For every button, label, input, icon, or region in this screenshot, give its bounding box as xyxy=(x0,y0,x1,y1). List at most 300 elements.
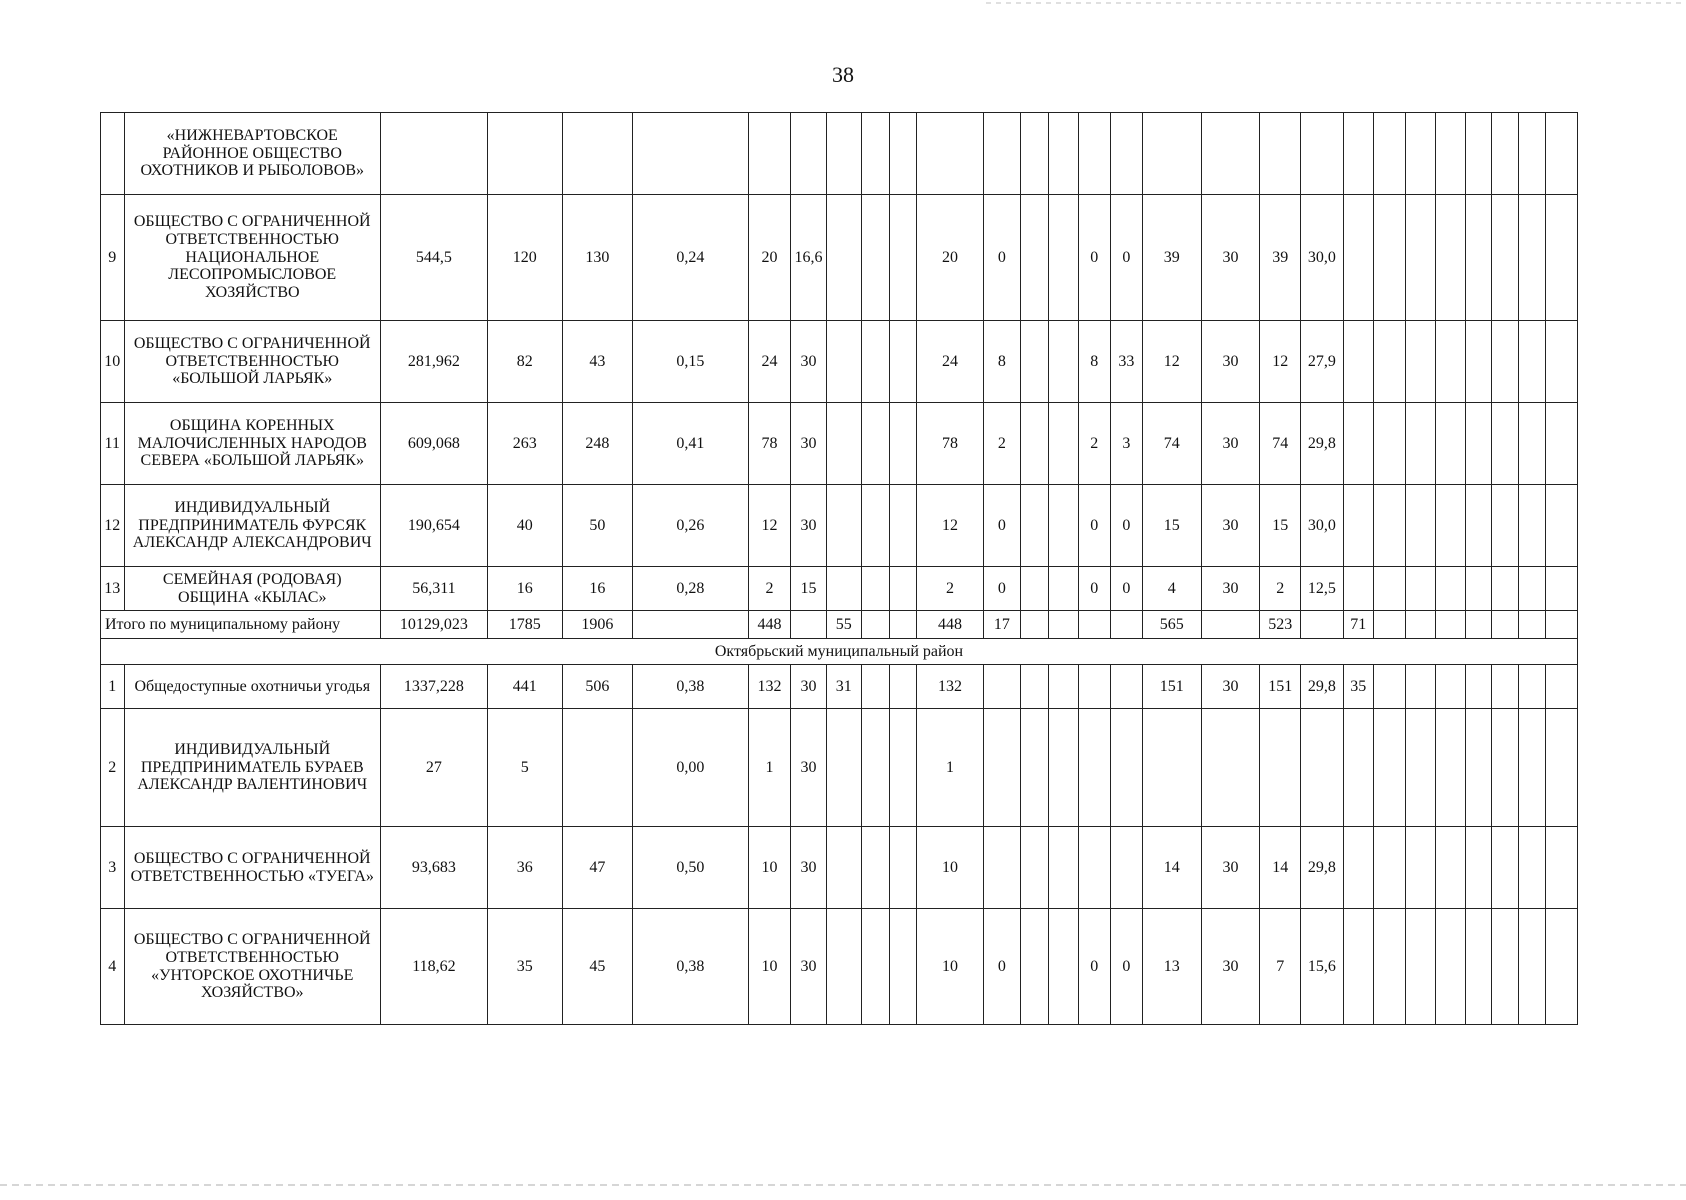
value-cell: 35 xyxy=(487,909,562,1025)
value-cell xyxy=(1545,709,1577,827)
value-cell: 609,068 xyxy=(380,403,487,485)
value-cell: 0 xyxy=(983,567,1020,611)
value-cell xyxy=(1518,321,1545,403)
value-cell xyxy=(1343,827,1373,909)
value-cell: 1 xyxy=(917,709,983,827)
row-number-cell: 11 xyxy=(101,403,125,485)
value-cell xyxy=(1201,113,1260,195)
value-cell xyxy=(562,113,633,195)
value-cell: 0 xyxy=(1078,195,1110,321)
value-cell xyxy=(1405,709,1435,827)
value-cell: 82 xyxy=(487,321,562,403)
value-cell xyxy=(1405,909,1435,1025)
value-cell: 10 xyxy=(917,909,983,1025)
value-cell: 0,24 xyxy=(633,195,748,321)
row-number-cell xyxy=(101,113,125,195)
value-cell xyxy=(1518,665,1545,709)
value-cell: 5 xyxy=(487,709,562,827)
value-cell xyxy=(1465,665,1492,709)
value-cell xyxy=(633,113,748,195)
value-cell: 8 xyxy=(983,321,1020,403)
value-cell xyxy=(826,909,861,1025)
row-number-cell: 10 xyxy=(101,321,125,403)
value-cell xyxy=(1373,567,1405,611)
value-cell xyxy=(1021,665,1049,709)
value-cell xyxy=(1518,827,1545,909)
value-cell xyxy=(1492,113,1519,195)
value-cell xyxy=(889,709,917,827)
value-cell xyxy=(889,195,917,321)
total-value-cell: 71 xyxy=(1343,611,1373,639)
value-cell: 2 xyxy=(983,403,1020,485)
value-cell xyxy=(826,709,861,827)
organization-name-cell: ОБЩЕСТВО С ОГРАНИЧЕННОЙ ОТВЕТСТВЕННОСТЬЮ НАЦИОНАЛЬНОЕ ЛЕСОПРОМЫСЛОВОЕ ХОЗЯЙСТВО xyxy=(124,195,380,321)
value-cell xyxy=(1021,195,1049,321)
value-cell xyxy=(1518,709,1545,827)
value-cell xyxy=(1435,195,1465,321)
value-cell: 8 xyxy=(1078,321,1110,403)
value-cell xyxy=(1405,567,1435,611)
value-cell: 10 xyxy=(917,827,983,909)
value-cell: 0,41 xyxy=(633,403,748,485)
hunting-grounds-table xyxy=(100,112,1578,1025)
value-cell: 0,50 xyxy=(633,827,748,909)
value-cell: 15 xyxy=(1260,485,1301,567)
value-cell: 12,5 xyxy=(1301,567,1344,611)
row-number-cell: 9 xyxy=(101,195,125,321)
value-cell xyxy=(1405,827,1435,909)
value-cell: 30 xyxy=(791,827,826,909)
value-cell: 40 xyxy=(487,485,562,567)
value-cell xyxy=(487,113,562,195)
value-cell xyxy=(1343,195,1373,321)
value-cell: 15 xyxy=(791,567,826,611)
value-cell xyxy=(1435,113,1465,195)
value-cell xyxy=(983,827,1020,909)
value-cell xyxy=(826,567,861,611)
value-cell xyxy=(1405,485,1435,567)
value-cell: 12 xyxy=(748,485,791,567)
value-cell: 16 xyxy=(487,567,562,611)
value-cell: 45 xyxy=(562,909,633,1025)
value-cell xyxy=(1301,709,1344,827)
value-cell: 74 xyxy=(1260,403,1301,485)
value-cell xyxy=(1048,709,1078,827)
value-cell xyxy=(1545,321,1577,403)
value-cell xyxy=(1373,665,1405,709)
organization-name-cell: Общедоступные охотничьи угодья xyxy=(124,665,380,709)
total-value-cell: 1906 xyxy=(562,611,633,639)
value-cell: 0,26 xyxy=(633,485,748,567)
value-cell: 30,0 xyxy=(1301,195,1344,321)
value-cell xyxy=(1435,909,1465,1025)
total-value-cell xyxy=(861,611,889,639)
value-cell xyxy=(1545,827,1577,909)
total-label: Итого по муниципальному району xyxy=(101,611,381,639)
value-cell: 0 xyxy=(1110,567,1142,611)
value-cell: 0 xyxy=(1110,195,1142,321)
value-cell xyxy=(917,113,983,195)
table-row xyxy=(101,827,1578,909)
value-cell: 151 xyxy=(1142,665,1201,709)
value-cell xyxy=(861,827,889,909)
value-cell: 30 xyxy=(791,909,826,1025)
page-number: 38 xyxy=(832,62,854,87)
total-value-cell: 17 xyxy=(983,611,1020,639)
value-cell xyxy=(1465,909,1492,1025)
value-cell xyxy=(826,195,861,321)
value-cell xyxy=(1465,827,1492,909)
value-cell xyxy=(1021,827,1049,909)
row-number-cell: 3 xyxy=(101,827,125,909)
value-cell: 0 xyxy=(983,195,1020,321)
row-number-cell: 1 xyxy=(101,665,125,709)
value-cell: 2 xyxy=(1078,403,1110,485)
value-cell xyxy=(889,113,917,195)
value-cell: 2 xyxy=(917,567,983,611)
value-cell: 0 xyxy=(1110,909,1142,1025)
value-cell xyxy=(1465,113,1492,195)
value-cell xyxy=(1492,709,1519,827)
value-cell xyxy=(1545,909,1577,1025)
value-cell xyxy=(1435,709,1465,827)
value-cell: 281,962 xyxy=(380,321,487,403)
total-value-cell xyxy=(1373,611,1405,639)
value-cell xyxy=(1110,113,1142,195)
value-cell: 15 xyxy=(1142,485,1201,567)
value-cell xyxy=(1343,909,1373,1025)
value-cell xyxy=(1465,709,1492,827)
value-cell: 151 xyxy=(1260,665,1301,709)
row-number-cell: 13 xyxy=(101,567,125,611)
value-cell xyxy=(1492,195,1519,321)
value-cell: 14 xyxy=(1260,827,1301,909)
table-row xyxy=(101,195,1578,321)
total-value-cell: 523 xyxy=(1260,611,1301,639)
scan-artifact-bottom xyxy=(0,1184,1686,1186)
table-row xyxy=(101,665,1578,709)
value-cell: 7 xyxy=(1260,909,1301,1025)
value-cell xyxy=(1545,485,1577,567)
value-cell xyxy=(1435,321,1465,403)
value-cell xyxy=(889,827,917,909)
total-value-cell xyxy=(1545,611,1577,639)
value-cell xyxy=(1545,403,1577,485)
value-cell xyxy=(983,665,1020,709)
value-cell xyxy=(1078,709,1110,827)
value-cell xyxy=(1021,403,1049,485)
value-cell: 39 xyxy=(1142,195,1201,321)
value-cell xyxy=(826,113,861,195)
value-cell: 2 xyxy=(748,567,791,611)
value-cell xyxy=(1373,113,1405,195)
value-cell xyxy=(1048,403,1078,485)
value-cell xyxy=(1435,403,1465,485)
value-cell: 0,28 xyxy=(633,567,748,611)
value-cell xyxy=(1373,403,1405,485)
value-cell xyxy=(1492,403,1519,485)
table-row xyxy=(101,909,1578,1025)
value-cell: 1337,228 xyxy=(380,665,487,709)
value-cell xyxy=(861,195,889,321)
value-cell: 248 xyxy=(562,403,633,485)
value-cell: 74 xyxy=(1142,403,1201,485)
value-cell: 12 xyxy=(1260,321,1301,403)
value-cell xyxy=(1048,195,1078,321)
value-cell xyxy=(1110,665,1142,709)
value-cell: 0 xyxy=(983,485,1020,567)
value-cell: 36 xyxy=(487,827,562,909)
value-cell xyxy=(1301,113,1344,195)
value-cell xyxy=(1373,321,1405,403)
value-cell xyxy=(861,113,889,195)
value-cell xyxy=(861,709,889,827)
value-cell xyxy=(1048,665,1078,709)
total-value-cell: 10129,023 xyxy=(380,611,487,639)
value-cell xyxy=(1405,113,1435,195)
value-cell xyxy=(1545,665,1577,709)
value-cell xyxy=(791,113,826,195)
value-cell: 29,8 xyxy=(1301,665,1344,709)
value-cell: 35 xyxy=(1343,665,1373,709)
value-cell xyxy=(1021,321,1049,403)
value-cell: 130 xyxy=(562,195,633,321)
value-cell xyxy=(1021,485,1049,567)
value-cell: 47 xyxy=(562,827,633,909)
value-cell: 10 xyxy=(748,909,791,1025)
value-cell xyxy=(1518,195,1545,321)
value-cell xyxy=(826,485,861,567)
value-cell: 29,8 xyxy=(1301,827,1344,909)
value-cell xyxy=(826,403,861,485)
value-cell xyxy=(1343,709,1373,827)
organization-name-cell: ИНДИВИДУАЛЬНЫЙ ПРЕДПРИНИМАТЕЛЬ БУРАЕВ АЛЕКСАНДР ВАЛЕНТИНОВИЧ xyxy=(124,709,380,827)
value-cell: 30 xyxy=(791,709,826,827)
value-cell: 506 xyxy=(562,665,633,709)
value-cell xyxy=(1465,567,1492,611)
value-cell: 190,654 xyxy=(380,485,487,567)
value-cell: 132 xyxy=(917,665,983,709)
value-cell xyxy=(1435,567,1465,611)
value-cell xyxy=(1048,567,1078,611)
total-value-cell xyxy=(791,611,826,639)
value-cell xyxy=(1343,403,1373,485)
value-cell: 93,683 xyxy=(380,827,487,909)
value-cell xyxy=(1048,827,1078,909)
total-value-cell: 55 xyxy=(826,611,861,639)
total-value-cell xyxy=(1465,611,1492,639)
value-cell xyxy=(1518,113,1545,195)
value-cell: 30 xyxy=(791,403,826,485)
value-cell xyxy=(861,485,889,567)
value-cell: 30 xyxy=(1201,827,1260,909)
value-cell: 30,0 xyxy=(1301,485,1344,567)
value-cell xyxy=(1492,485,1519,567)
value-cell: 14 xyxy=(1142,827,1201,909)
table-row xyxy=(101,709,1578,827)
value-cell xyxy=(1343,321,1373,403)
value-cell xyxy=(1048,113,1078,195)
total-value-cell xyxy=(633,611,748,639)
value-cell: 16 xyxy=(562,567,633,611)
total-value-cell: 1785 xyxy=(487,611,562,639)
value-cell xyxy=(889,665,917,709)
value-cell: 30 xyxy=(1201,403,1260,485)
total-value-cell xyxy=(1518,611,1545,639)
value-cell: 50 xyxy=(562,485,633,567)
value-cell xyxy=(1518,567,1545,611)
value-cell xyxy=(1492,827,1519,909)
value-cell: 39 xyxy=(1260,195,1301,321)
total-value-cell xyxy=(1021,611,1049,639)
value-cell: 30 xyxy=(1201,485,1260,567)
value-cell xyxy=(983,113,1020,195)
section-row xyxy=(101,639,1578,665)
value-cell xyxy=(1373,709,1405,827)
value-cell xyxy=(826,321,861,403)
value-cell xyxy=(1373,827,1405,909)
value-cell xyxy=(1110,827,1142,909)
organization-name-cell: ОБЩЕСТВО С ОГРАНИЧЕННОЙ ОТВЕТСТВЕННОСТЬЮ «БОЛЬШОЙ ЛАРЬЯК» xyxy=(124,321,380,403)
value-cell: 24 xyxy=(917,321,983,403)
value-cell: 0,38 xyxy=(633,909,748,1025)
value-cell: 441 xyxy=(487,665,562,709)
value-cell xyxy=(1373,485,1405,567)
value-cell xyxy=(1373,195,1405,321)
value-cell: 30 xyxy=(1201,567,1260,611)
value-cell: 33 xyxy=(1110,321,1142,403)
value-cell xyxy=(1518,403,1545,485)
value-cell: 20 xyxy=(748,195,791,321)
value-cell: 30 xyxy=(1201,195,1260,321)
value-cell: 43 xyxy=(562,321,633,403)
table-row xyxy=(101,113,1578,195)
value-cell xyxy=(1545,567,1577,611)
value-cell xyxy=(983,709,1020,827)
value-cell xyxy=(1405,665,1435,709)
value-cell xyxy=(1078,113,1110,195)
value-cell xyxy=(562,709,633,827)
value-cell xyxy=(1078,827,1110,909)
value-cell xyxy=(1260,113,1301,195)
organization-name-cell: ОБЩЕСТВО С ОГРАНИЧЕННОЙ ОТВЕТСТВЕННОСТЬЮ «УНТОРСКОЕ ОХОТНИЧЬЕ ХОЗЯЙСТВО» xyxy=(124,909,380,1025)
value-cell xyxy=(380,113,487,195)
value-cell: 120 xyxy=(487,195,562,321)
row-number-cell: 12 xyxy=(101,485,125,567)
value-cell: 544,5 xyxy=(380,195,487,321)
value-cell xyxy=(1545,195,1577,321)
table-row xyxy=(101,321,1578,403)
value-cell xyxy=(861,567,889,611)
value-cell xyxy=(1465,195,1492,321)
value-cell xyxy=(1343,485,1373,567)
value-cell: 29,8 xyxy=(1301,403,1344,485)
value-cell xyxy=(1048,485,1078,567)
value-cell xyxy=(1518,485,1545,567)
total-value-cell xyxy=(1435,611,1465,639)
value-cell xyxy=(1078,665,1110,709)
value-cell: 0 xyxy=(1110,485,1142,567)
value-cell: 3 xyxy=(1110,403,1142,485)
value-cell: 78 xyxy=(917,403,983,485)
value-cell: 132 xyxy=(748,665,791,709)
value-cell: 56,311 xyxy=(380,567,487,611)
total-value-cell xyxy=(889,611,917,639)
value-cell xyxy=(861,665,889,709)
value-cell: 24 xyxy=(748,321,791,403)
total-value-cell: 565 xyxy=(1142,611,1201,639)
organization-name-cell: ОБЩЕСТВО С ОГРАНИЧЕННОЙ ОТВЕТСТВЕННОСТЬЮ «ТУЕГА» xyxy=(124,827,380,909)
total-value-cell xyxy=(1492,611,1519,639)
value-cell: 2 xyxy=(1260,567,1301,611)
value-cell: 78 xyxy=(748,403,791,485)
row-number-cell: 4 xyxy=(101,909,125,1025)
organization-name-cell: ИНДИВИДУАЛЬНЫЙ ПРЕДПРИНИМАТЕЛЬ ФУРСЯК АЛЕКСАНДР АЛЕКСАНДРОВИЧ xyxy=(124,485,380,567)
value-cell: 27,9 xyxy=(1301,321,1344,403)
organization-name-cell: СЕМЕЙНАЯ (РОДОВАЯ) ОБЩИНА «КЫЛАС» xyxy=(124,567,380,611)
value-cell: 0 xyxy=(1078,567,1110,611)
value-cell xyxy=(1518,909,1545,1025)
value-cell xyxy=(1110,709,1142,827)
value-cell xyxy=(1492,321,1519,403)
row-number-cell: 2 xyxy=(101,709,125,827)
value-cell xyxy=(1465,403,1492,485)
value-cell xyxy=(1343,567,1373,611)
value-cell: 10 xyxy=(748,827,791,909)
total-value-cell xyxy=(1048,611,1078,639)
value-cell: 27 xyxy=(380,709,487,827)
value-cell xyxy=(1048,909,1078,1025)
value-cell xyxy=(1465,321,1492,403)
value-cell: 31 xyxy=(826,665,861,709)
value-cell xyxy=(1021,709,1049,827)
value-cell xyxy=(1048,321,1078,403)
value-cell xyxy=(1142,113,1201,195)
organization-name-cell: ОБЩИНА КОРЕННЫХ МАЛОЧИСЛЕННЫХ НАРОДОВ СЕВЕРА «БОЛЬШОЙ ЛАРЬЯК» xyxy=(124,403,380,485)
value-cell xyxy=(861,909,889,1025)
value-cell xyxy=(748,113,791,195)
value-cell: 118,62 xyxy=(380,909,487,1025)
value-cell xyxy=(1142,709,1201,827)
value-cell xyxy=(1465,485,1492,567)
value-cell xyxy=(1021,113,1049,195)
scan-artifact-top xyxy=(986,2,1686,4)
value-cell xyxy=(1021,567,1049,611)
value-cell: 20 xyxy=(917,195,983,321)
value-cell xyxy=(1492,909,1519,1025)
value-cell xyxy=(889,485,917,567)
table-row xyxy=(101,485,1578,567)
value-cell: 0 xyxy=(1078,485,1110,567)
value-cell xyxy=(1492,665,1519,709)
value-cell: 30 xyxy=(791,485,826,567)
value-cell: 0,38 xyxy=(633,665,748,709)
value-cell: 12 xyxy=(1142,321,1201,403)
value-cell xyxy=(889,321,917,403)
value-cell xyxy=(1435,485,1465,567)
value-cell: 30 xyxy=(791,321,826,403)
value-cell xyxy=(861,403,889,485)
total-value-cell xyxy=(1110,611,1142,639)
value-cell xyxy=(1435,827,1465,909)
value-cell xyxy=(1201,709,1260,827)
value-cell xyxy=(1405,403,1435,485)
value-cell xyxy=(889,403,917,485)
value-cell: 0 xyxy=(1078,909,1110,1025)
total-value-cell xyxy=(1405,611,1435,639)
value-cell: 4 xyxy=(1142,567,1201,611)
value-cell xyxy=(1545,113,1577,195)
